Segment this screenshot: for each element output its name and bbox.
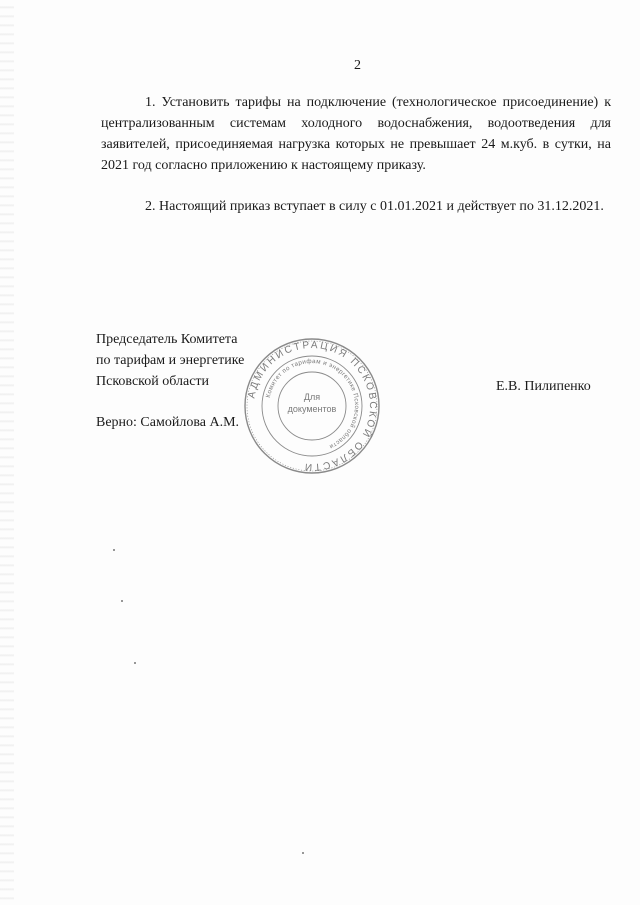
signer-title [96,329,244,392]
paragraph-1: 1. Установить тарифы на подключение (технологическое присоединение) к централизованным системам холодного водоснабжения, водоотведения для заявителей, присоединяемая нагрузка которых не превышает 24 м.куб. в сутки, на 2021 год согласно приложению к настоящему приказу. [101,95,611,173]
scan-speck [121,600,123,602]
seal-outer-text: АДМИНИСТРАЦИЯ ПСКОВСКОЙ ОБЛАСТИ [246,339,379,473]
page-number: 2 [354,58,361,73]
signer-title-line-2: по тарифам и энергетике [96,353,245,368]
scan-speck [113,549,115,551]
signer-title-line-3: Псковской области [96,374,210,389]
signer-title-line-1: Председатель Комитета [96,332,238,347]
paragraph-2: 2. Настоящий приказ вступает в силу с 01.01.2021 и действует по 31.12.2021. [145,199,604,214]
seal-center-line-2: документов [287,404,337,414]
scan-speck [134,662,136,664]
seal-inner-text: Комитет по тарифам и энергетике Псковской области [264,357,361,451]
seal-center-line-1: Для [303,392,321,402]
verification-line: Верно: Самойлова А.М. [96,415,240,430]
signer-name: Е.В. Пилипенко [496,379,591,394]
official-seal-stamp [243,337,381,475]
scan-edge [0,0,14,905]
scan-speck [302,852,304,854]
